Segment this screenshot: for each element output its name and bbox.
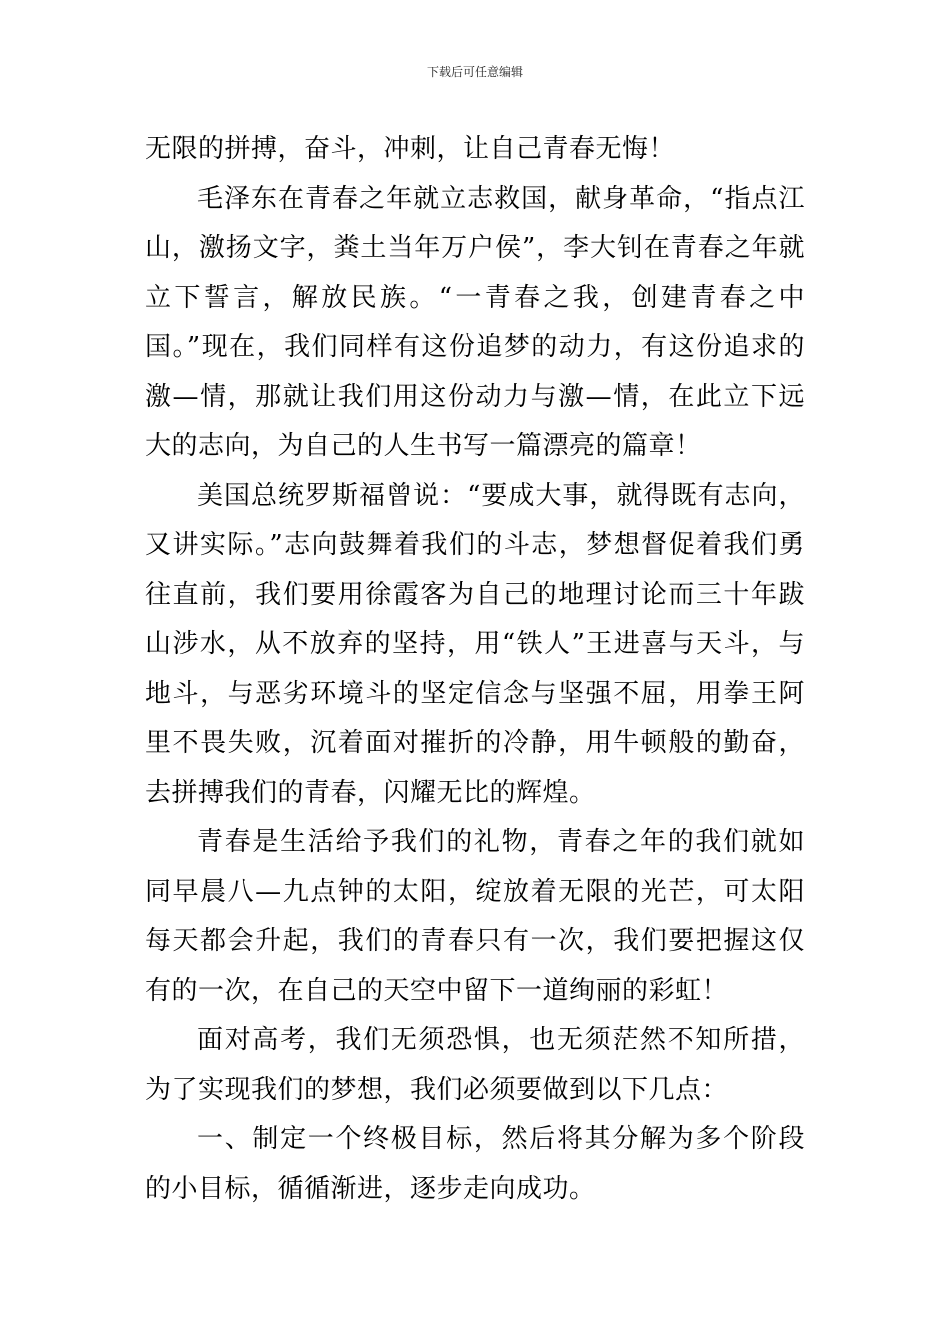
paragraph: 无限的拼搏，奋斗，冲刺，让自己青春无悔！ xyxy=(145,134,676,164)
page-header: 下载后可任意编辑 xyxy=(426,65,523,79)
paragraph: 一、制定一个终极目标，然后将其分解为多个阶段的小目标，循循渐进，逐步走向成功。 xyxy=(145,1124,805,1204)
document-body xyxy=(145,125,805,1214)
paragraph: 毛泽东在青春之年就立志救国，献身革命，“指点江山，激扬文字，粪土当年万户侯”，李大钊在青春之年就立下誓言，解放民族。“一青春之我，创建青春之中国。”现在，我们同样有这份追梦的动力，有这份追求的激—情，那就让我们用这份动力与激—情，在此立下远大的志向，为自己的人生书写一篇漂亮的篇章！ xyxy=(145,183,805,461)
paragraph: 青春是生活给予我们的礼物，青春之年的我们就如同早晨八—九点钟的太阳，绽放着无限的光芒，可太阳每天都会升起，我们的青春只有一次，我们要把握这仅有的一次，在自己的天空中留下一道绚丽的彩虹！ xyxy=(145,827,805,1006)
paragraph: 面对高考，我们无须恐惧，也无须茫然不知所措，为了实现我们的梦想，我们必须要做到以下几点： xyxy=(145,1025,805,1105)
paragraph: 美国总统罗斯福曾说：“要成大事，就得既有志向，又讲实际。”志向鼓舞着我们的斗志，梦想督促着我们勇往直前，我们要用徐霞客为自己的地理讨论而三十年跋山涉水，从不放弃的坚持，用“铁人”王进喜与天斗，与地斗，与恶劣环境斗的坚定信念与坚强不屈，用拳王阿里不畏失败，沉着面对摧折的冷静，用牛顿般的勤奋，去拼搏我们的青春，闪耀无比的辉煌。 xyxy=(145,480,805,808)
